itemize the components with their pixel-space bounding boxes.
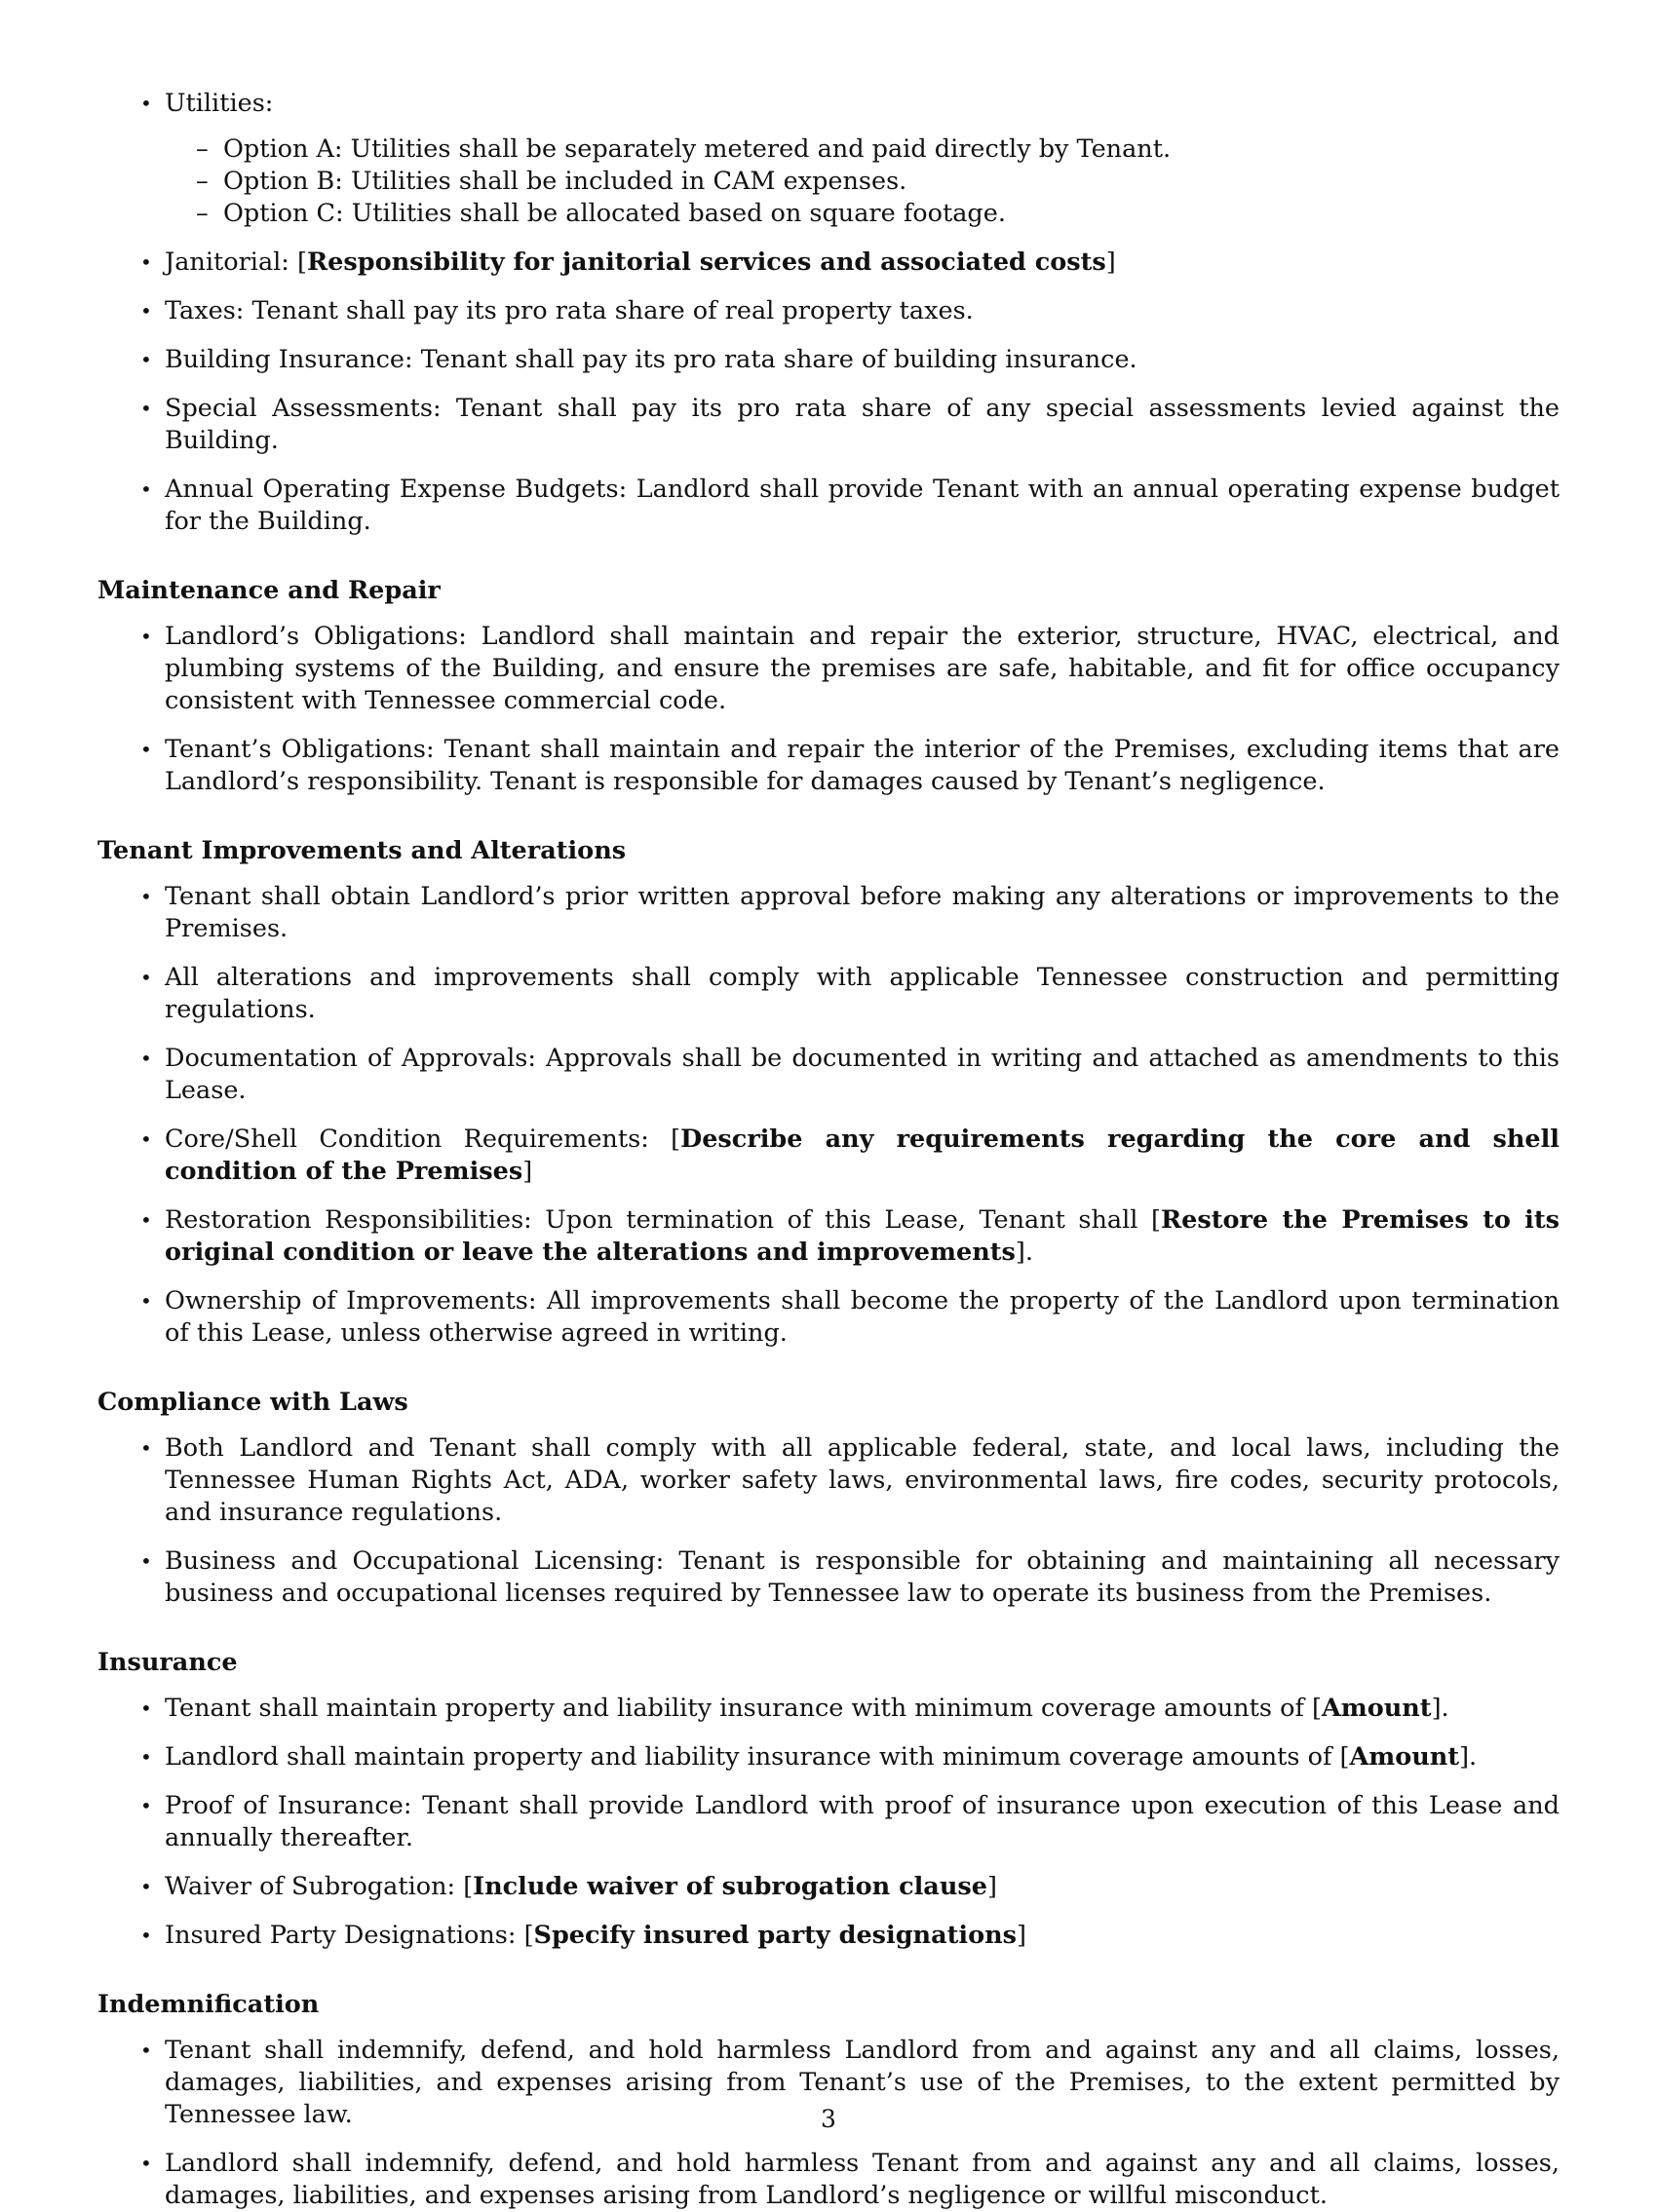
bullet-icon: • <box>140 625 152 648</box>
page-number: 3 <box>821 2105 836 2133</box>
list-item-taxes <box>97 295 1560 327</box>
operating-expenses-list <box>97 88 1560 538</box>
bullet-icon: • <box>140 738 152 761</box>
list-item-utilities <box>97 88 1560 230</box>
waiver-label: Waiver of Subrogation: <box>165 1872 464 1901</box>
utilities-label: Utilities: <box>165 89 274 118</box>
list-item-proof <box>97 1790 1560 1854</box>
bullet-icon: • <box>140 1289 152 1313</box>
utilities-option <box>165 133 1560 166</box>
core-shell-label: Core/Shell Condition Requirements: <box>165 1125 672 1154</box>
amount-placeholder: Amount <box>1321 1694 1432 1723</box>
list-item-insured-party: • Insured Party Designations: [Specify insured party designations] <box>140 1921 1026 1950</box>
bullet-icon: • <box>140 1924 152 1947</box>
list-item-budgets <box>97 474 1560 538</box>
maintenance-list <box>97 621 1560 798</box>
dash-icon: – <box>196 167 209 196</box>
list-item-ownership <box>97 1285 1560 1350</box>
bullet-icon: • <box>140 1127 152 1151</box>
section-heading-insurance: Insurance <box>97 1648 238 1677</box>
budgets-text: Annual Operating Expense Budgets: Landlord shall provide Tenant with an annual operating expense budget for the Building. <box>165 475 1560 536</box>
list-item-building-insurance <box>97 344 1560 376</box>
section-heading-maintenance: Maintenance and Repair <box>97 576 441 605</box>
section-heading-indemnification: Indemnification <box>97 1990 320 2019</box>
list-item-landlord-insurance: • Landlord shall maintain property and liability insurance with minimum coverage amounts of [Amount]. <box>140 1742 1478 1772</box>
bullet-icon: • <box>140 1875 152 1898</box>
list-item-janitorial: • Janitorial: [Responsibility for janitorial services and associated costs] <box>140 248 1116 277</box>
bullet-icon: • <box>140 1047 152 1070</box>
utilities-option <box>165 166 1560 198</box>
list-item-special-assessments <box>97 393 1560 457</box>
tenant-insurance-label: Tenant shall maintain property and liability insurance with minimum coverage amounts of <box>165 1694 1312 1723</box>
both-comply-text: Both Landlord and Tenant shall comply with all applicable federal, state, and local laws, including the Tennessee Human Rights Act, ADA, worker safety laws, environmental laws, fire codes, security protocols, and insurance regulations. <box>165 1433 1560 1527</box>
bullet-icon: • <box>140 1436 152 1460</box>
list-item-landlord-indemnify <box>97 2148 1560 2212</box>
bullet-icon: • <box>140 1745 152 1769</box>
bullet-icon: • <box>140 92 152 115</box>
list-item-both-comply <box>97 1432 1560 1529</box>
utilities-options-list <box>165 133 1560 230</box>
utilities-option <box>165 198 1560 230</box>
insured-party-placeholder: Specify insured party designations <box>533 1921 1017 1950</box>
licensing-text: Business and Occupational Licensing: Tenant is responsible for obtaining and maintaining all necessary business and occupational licenses required by Tennessee law to operate its business from the Premises. <box>165 1546 1560 1608</box>
bullet-icon: • <box>140 885 152 908</box>
bullet-icon: • <box>140 397 152 420</box>
waiver-placeholder: Include waiver of subrogation clause <box>473 1872 987 1901</box>
bullet-icon: • <box>140 1697 152 1720</box>
insurance-list <box>97 1693 1560 1952</box>
amount-placeholder: Amount <box>1349 1742 1460 1772</box>
list-item-core-shell: • Core/Shell Condition Requirements: [Describe any requirements regarding the core and shell condition of the Premises] <box>140 1125 1560 1186</box>
building-insurance-text: Building Insurance: Tenant shall pay its pro rata share of building insurance. <box>165 345 1137 374</box>
option-text: Option C: Utilities shall be allocated based on square footage. <box>223 199 1006 228</box>
documentation-text: Documentation of Approvals: Approvals shall be documented in writing and attached as amendments to this Lease. <box>165 1044 1560 1105</box>
restoration-placeholder: Restore the Premises to its original condition or leave the alterations and improvements <box>165 1205 1560 1267</box>
bullet-icon: • <box>140 1549 152 1573</box>
list-item-documentation <box>97 1043 1560 1107</box>
list-item-waiver: • Waiver of Subrogation: [Include waiver of subrogation clause] <box>140 1872 997 1901</box>
dash-icon: – <box>196 134 209 164</box>
ownership-text: Ownership of Improvements: All improvements shall become the property of the Landlord upon termination of this Lease, unless otherwise agreed in writing. <box>165 1286 1560 1348</box>
option-text: Option B: Utilities shall be included in CAM expenses. <box>223 167 907 196</box>
improvements-list <box>97 881 1560 1350</box>
list-item-tenant-obligations <box>97 734 1560 798</box>
list-item-restoration: • Restoration Responsibilities: Upon termination of this Lease, Tenant shall [Restore the Premises to its original condition or leave the alterations and improvements]. <box>140 1205 1560 1267</box>
list-item-approval <box>97 881 1560 945</box>
restoration-label: Restoration Responsibilities: Upon termination of this Lease, Tenant shall <box>165 1205 1151 1235</box>
landlord-insurance-label: Landlord shall maintain property and liability insurance with minimum coverage amounts of <box>165 1742 1340 1772</box>
list-item-tenant-insurance: • Tenant shall maintain property and liability insurance with minimum coverage amounts of [Amount]. <box>140 1694 1449 1723</box>
special-assessments-text: Special Assessments: Tenant shall pay its pro rata share of any special assessments levied against the Building. <box>165 394 1560 455</box>
bullet-icon: • <box>140 1208 152 1232</box>
bullet-icon: • <box>140 1794 152 1817</box>
taxes-text: Taxes: Tenant shall pay its pro rata share of real property taxes. <box>165 296 974 325</box>
section-heading-improvements: Tenant Improvements and Alterations <box>97 836 627 865</box>
bullet-icon: • <box>140 2039 152 2062</box>
compliance-list <box>97 1432 1560 1610</box>
section-heading-compliance: Compliance with Laws <box>97 1388 408 1417</box>
bullet-icon: • <box>140 2152 152 2175</box>
bullet-icon: • <box>140 250 152 274</box>
list-item-landlord-obligations <box>97 621 1560 717</box>
list-item-comply <box>97 962 1560 1026</box>
approval-text: Tenant shall obtain Landlord’s prior written approval before making any alterations or improvements to the Premises. <box>165 882 1560 943</box>
dash-icon: – <box>196 199 209 228</box>
janitorial-placeholder: Responsibility for janitorial services and associated costs <box>306 248 1106 277</box>
tenant-indemnify-text: Tenant shall indemnify, defend, and hold harmless Landlord from and against any and all claims, losses, damages, liabilities, and expenses arising from Tenant’s use of the Premises, to the extent permitted by Tennessee law. <box>165 2036 1560 2129</box>
bullet-icon: • <box>140 966 152 989</box>
core-shell-placeholder: Describe any requirements regarding the core and shell condition of the Premises <box>165 1125 1560 1186</box>
landlord-obligations-text: Landlord’s Obligations: Landlord shall maintain and repair the exterior, structure, HVAC, electrical, and plumbing systems of the Building, and ensure the premises are safe, habitable, and fit for office occupancy consistent with Tennessee commercial code. <box>165 622 1560 715</box>
insured-party-label: Insured Party Designations: <box>165 1921 524 1950</box>
bullet-icon: • <box>140 477 152 501</box>
list-item-licensing <box>97 1545 1560 1610</box>
proof-text: Proof of Insurance: Tenant shall provide Landlord with proof of insurance upon execution of this Lease and annually thereafter. <box>165 1791 1560 1852</box>
bullet-icon: • <box>140 348 152 371</box>
option-text: Option A: Utilities shall be separately metered and paid directly by Tenant. <box>223 134 1172 164</box>
bullet-icon: • <box>140 299 152 323</box>
comply-text: All alterations and improvements shall comply with applicable Tennessee construction and permitting regulations. <box>165 963 1560 1024</box>
tenant-obligations-text: Tenant’s Obligations: Tenant shall maintain and repair the interior of the Premises, excluding items that are Landlord’s responsibility. Tenant is responsible for damages caused by Tenant’s negligence. <box>165 735 1560 796</box>
landlord-indemnify-text: Landlord shall indemnify, defend, and hold harmless Tenant from and against any and all claims, losses, damages, liabilities, and expenses arising from Landlord’s negligence or willful misconduct. <box>165 2149 1560 2210</box>
janitorial-label: Janitorial: <box>165 248 298 277</box>
